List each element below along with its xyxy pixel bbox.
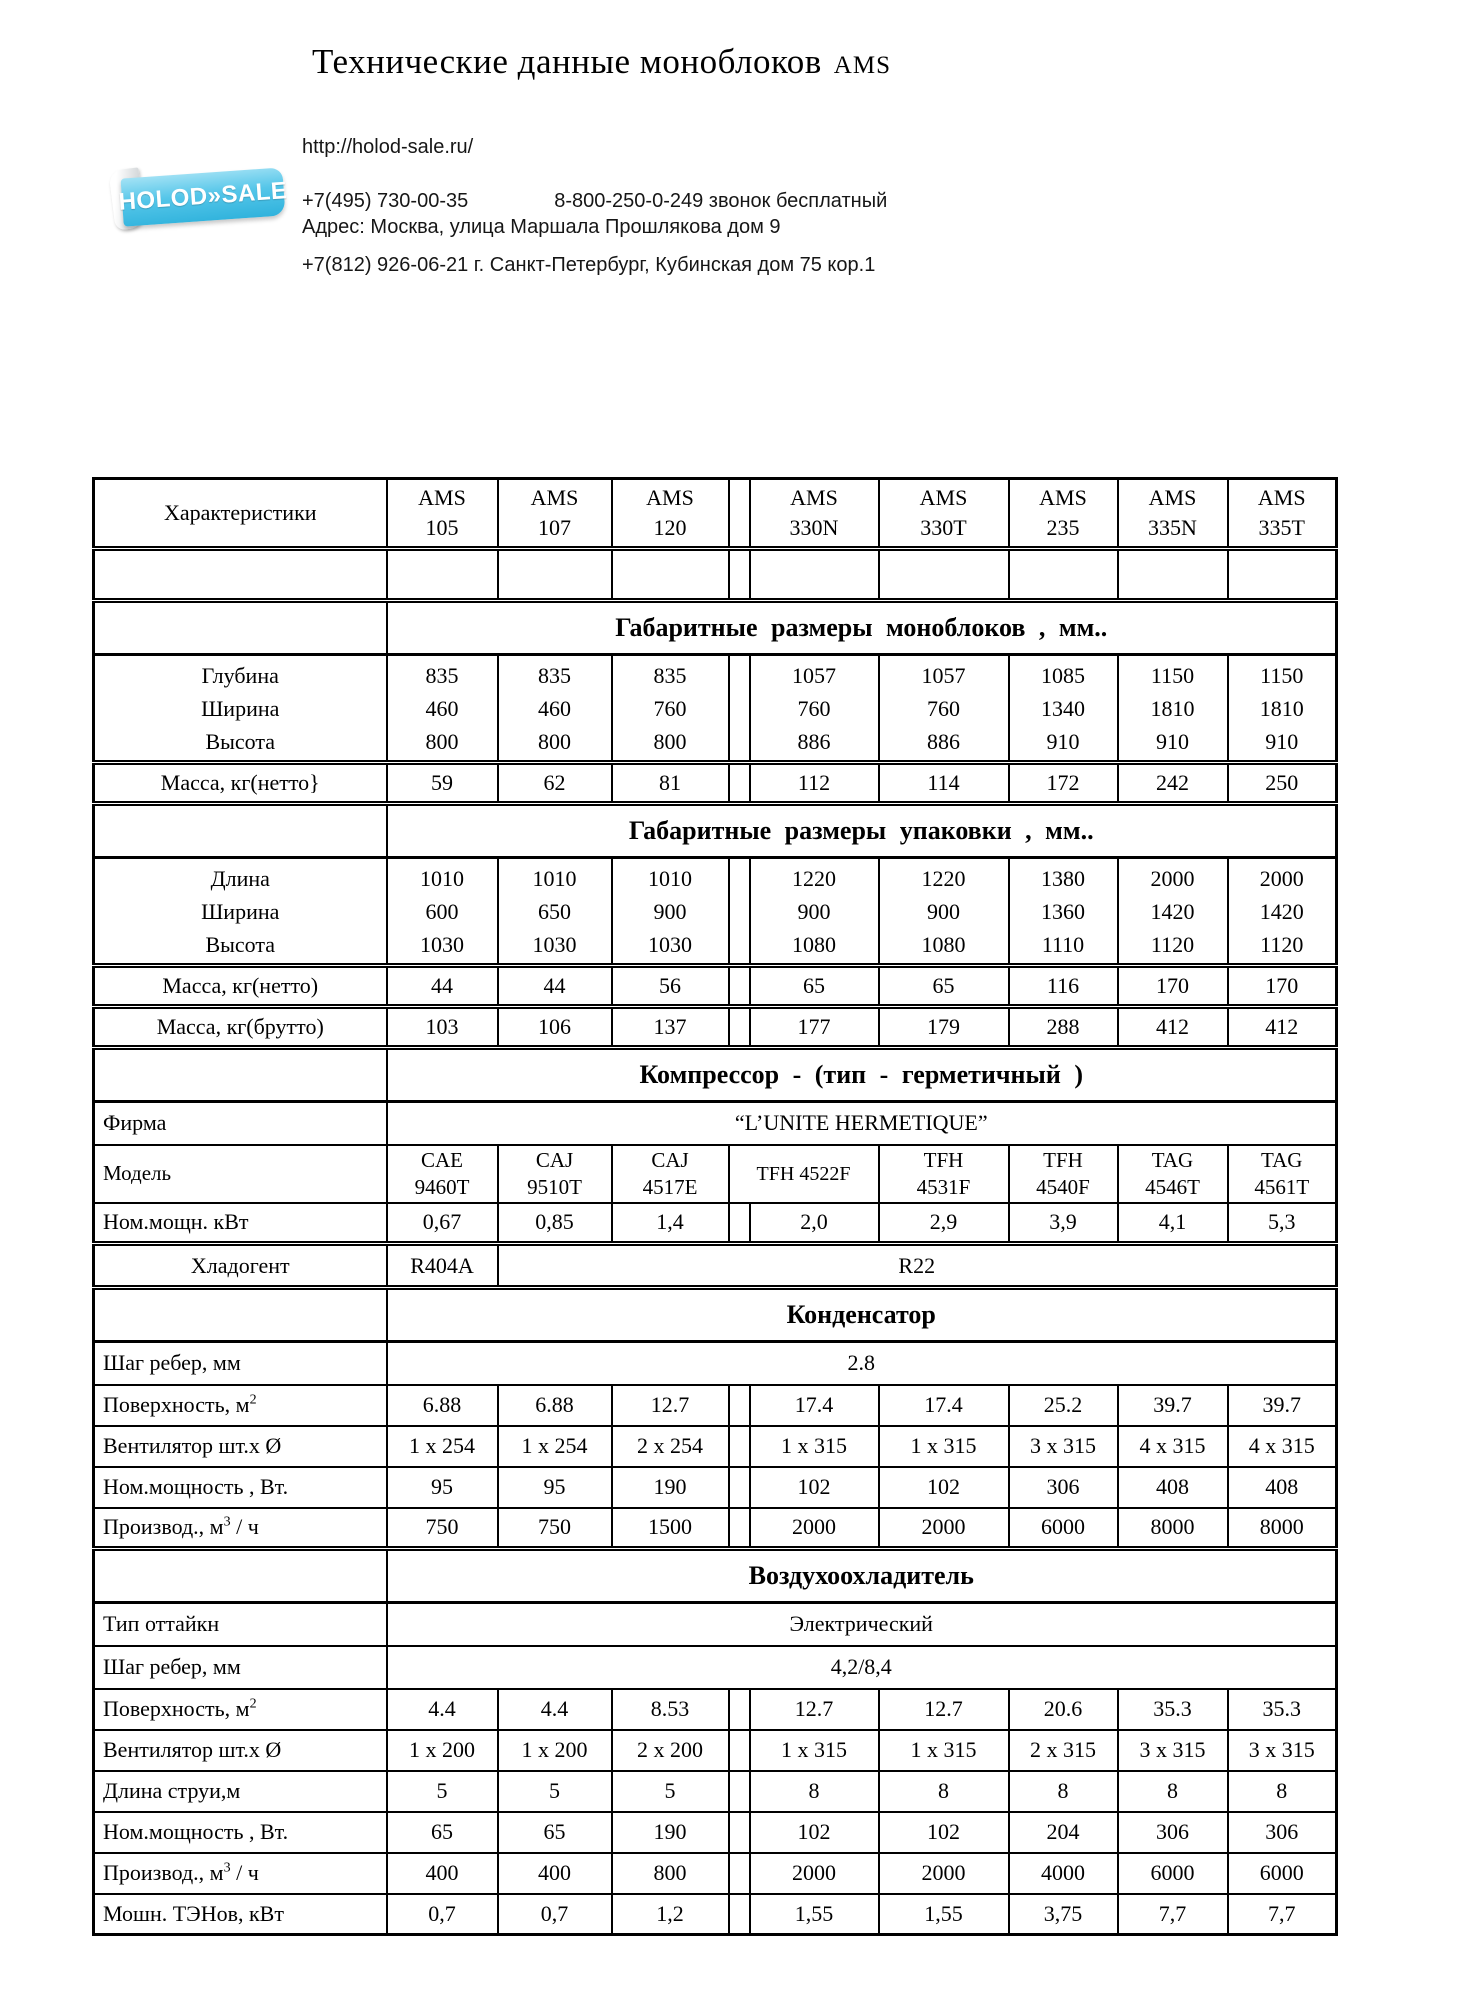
gap-column-cell [729, 1689, 750, 1730]
value-cell: 4.4 [498, 1689, 612, 1730]
value-cell: 1,4 [612, 1203, 729, 1244]
value-cell: 6000 [1009, 1508, 1118, 1549]
value-cell: 204 [1009, 1812, 1118, 1853]
gap-column-cell [729, 1426, 750, 1467]
column-header-ams-330n: AMS 330N [750, 479, 879, 549]
row-label-cell: Длина Ширина Высота [94, 858, 387, 966]
value-cell: 112 [750, 763, 879, 804]
value-cell: 177 [750, 1007, 879, 1048]
row-label-cell: Вентилятор шт.х Ø [94, 1730, 387, 1771]
row-label-cell [94, 601, 387, 655]
value-cell: 8 [750, 1771, 879, 1812]
value-cell: 400 [387, 1853, 498, 1894]
row-label-cell: Поверхность, $м^2$ [94, 1689, 387, 1730]
value-cell: 4 x 315 [1228, 1426, 1337, 1467]
value-cell: 3,75 [1009, 1894, 1118, 1935]
empty-cell [1228, 549, 1337, 601]
logo-ribbon [117, 167, 289, 226]
value-cell: 1 x 315 [750, 1730, 879, 1771]
value-cell: 0,7 [387, 1894, 498, 1935]
table-row-data [94, 1467, 1337, 1508]
value-cell: 2,0 [750, 1203, 879, 1244]
value-cell: 8000 [1118, 1508, 1228, 1549]
value-cell: R404A [387, 1244, 498, 1288]
value-cell: 62 [498, 763, 612, 804]
value-cell: 412 [1228, 1007, 1337, 1048]
value-cell: 8000 [1228, 1508, 1337, 1549]
table-row-section [94, 804, 1337, 858]
value-cell: 56 [612, 966, 729, 1007]
value-cell: 288 [1009, 1007, 1118, 1048]
value-cell: TFH 4531F [879, 1145, 1009, 1203]
value-cell: 306 [1228, 1812, 1337, 1853]
value-cell: 1 x 315 [750, 1426, 879, 1467]
section-header-cell: Воздухоохладитель [387, 1549, 1337, 1603]
value-cell: 408 [1228, 1467, 1337, 1508]
empty-cell [612, 549, 729, 601]
row-label-cell: Поверхность, $м^2$ [94, 1385, 387, 1426]
value-cell: 106 [498, 1007, 612, 1048]
row-label-cell: Масса, кг(нетто} [94, 763, 387, 804]
value-cell: 95 [387, 1467, 498, 1508]
value-cell: 408 [1118, 1467, 1228, 1508]
phone-moscow: +7(495) 730-00-35 [302, 190, 469, 212]
value-cell: 8 [1009, 1771, 1118, 1812]
table-row-triple [94, 858, 1337, 966]
value-cell: 6000 [1118, 1853, 1228, 1894]
page-title-suffix: AMS [833, 52, 891, 79]
value-cell: 81 [612, 763, 729, 804]
row-label-cell: Масса, кг(брутто) [94, 1007, 387, 1048]
value-cell: 5 [612, 1771, 729, 1812]
empty-cell [750, 549, 879, 601]
value-cell: 306 [1009, 1467, 1118, 1508]
table-row-header [94, 479, 1337, 549]
table-row-data [94, 1853, 1337, 1894]
value-cell: 102 [750, 1467, 879, 1508]
value-cell: 65 [387, 1812, 498, 1853]
phone-tollfree: 8-800-250-0-249 звонок бесплатный [554, 190, 888, 212]
gap-column-cell [729, 1007, 750, 1048]
row-label-cell [94, 549, 387, 601]
column-header-ams-335n: AMS 335N [1118, 479, 1228, 549]
column-header-ams-120: AMS 120 [612, 479, 729, 549]
value-cell: 35.3 [1228, 1689, 1337, 1730]
column-header-characteristics: Характеристики [94, 479, 387, 549]
value-cell: 12.7 [879, 1689, 1009, 1730]
value-cell: 8 [1118, 1771, 1228, 1812]
value-cell: 114 [879, 763, 1009, 804]
value-cell: 750 [387, 1508, 498, 1549]
table-row-data [94, 1730, 1337, 1771]
value-cell: 6000 [1228, 1853, 1337, 1894]
value-cell: 750 [498, 1508, 612, 1549]
column-header-ams-330t: AMS 330T [879, 479, 1009, 549]
value-cell: 25.2 [1009, 1385, 1118, 1426]
value-cell: 102 [750, 1812, 879, 1853]
value-cell: 172 [1009, 763, 1118, 804]
value-cell: 1,2 [612, 1894, 729, 1935]
gap-column-cell [729, 1771, 750, 1812]
row-label-cell [94, 1048, 387, 1102]
value-cell: 1380 1360 1110 [1009, 858, 1118, 966]
gap-column-cell [729, 966, 750, 1007]
value-cell: 8.53 [612, 1689, 729, 1730]
row-label-cell: Ном.мощность , Вт. [94, 1467, 387, 1508]
gap-column-cell [729, 1812, 750, 1853]
value-cell: 4,1 [1118, 1203, 1228, 1244]
value-cell: 1150 1810 910 [1228, 655, 1337, 763]
value-cell: 44 [387, 966, 498, 1007]
value-cell: 170 [1228, 966, 1337, 1007]
gap-column-cell [729, 1853, 750, 1894]
value-cell: 39.7 [1228, 1385, 1337, 1426]
span-value-cell: 2.8 [387, 1342, 1337, 1385]
phone-address-spb: +7(812) 926-06-21 г. Санкт-Петербург, Кубинская дом 75 кор.1 [302, 254, 876, 276]
row-label-cell: Ном.мощность , Вт. [94, 1812, 387, 1853]
value-cell: CAE 9460T [387, 1145, 498, 1203]
row-label-cell: Фирма [94, 1102, 387, 1145]
empty-cell [498, 549, 612, 601]
gap-column-cell [729, 1467, 750, 1508]
value-cell: 179 [879, 1007, 1009, 1048]
value-cell: 65 [750, 966, 879, 1007]
value-cell: TFH 4522F [729, 1145, 879, 1203]
empty-cell [387, 549, 498, 601]
value-cell: 1,55 [879, 1894, 1009, 1935]
value-cell: 5 [498, 1771, 612, 1812]
value-cell: 2000 [750, 1853, 879, 1894]
value-cell: 1 x 254 [498, 1426, 612, 1467]
value-cell: 1 x 315 [879, 1730, 1009, 1771]
table-row-data [94, 1689, 1337, 1730]
value-cell: 5 [387, 1771, 498, 1812]
value-cell: 2 x 315 [1009, 1730, 1118, 1771]
value-cell: 137 [612, 1007, 729, 1048]
holod-sale-logo [110, 163, 290, 238]
value-cell: 65 [498, 1812, 612, 1853]
value-cell: 2 x 254 [612, 1426, 729, 1467]
value-cell: 4 x 315 [1118, 1426, 1228, 1467]
value-cell: 0,67 [387, 1203, 498, 1244]
table-row-data [94, 1508, 1337, 1549]
value-cell: 65 [879, 966, 1009, 1007]
empty-cell [879, 549, 1009, 601]
page-title [312, 42, 891, 82]
value-cell: 39.7 [1118, 1385, 1228, 1426]
value-cell: 242 [1118, 763, 1228, 804]
section-header-cell: Габаритные размеры моноблоков , мм.. [387, 601, 1337, 655]
gap-column-cell [729, 1730, 750, 1771]
value-cell: 412 [1118, 1007, 1228, 1048]
value-cell: 17.4 [879, 1385, 1009, 1426]
value-cell: 7,7 [1118, 1894, 1228, 1935]
value-cell: 6.88 [387, 1385, 498, 1426]
table-row-data [94, 1812, 1337, 1853]
span-value-cell: 4,2/8,4 [387, 1646, 1337, 1689]
website-url: http://holod-sale.ru/ [302, 136, 474, 158]
address-moscow: Адрес: Москва, улица Маршала Прошлякова дом 9 [302, 216, 781, 238]
column-header-ams-335t: AMS 335T [1228, 479, 1337, 549]
value-cell: 8 [879, 1771, 1009, 1812]
value-cell: 35.3 [1118, 1689, 1228, 1730]
value-cell: 5,3 [1228, 1203, 1337, 1244]
value-cell: 2000 [879, 1853, 1009, 1894]
table-row-section [94, 1549, 1337, 1603]
value-cell: 1 x 315 [879, 1426, 1009, 1467]
spec-table [92, 477, 1338, 1936]
value-cell: 835 460 800 [387, 655, 498, 763]
table-row-data [94, 966, 1337, 1007]
value-cell: 250 [1228, 763, 1337, 804]
table-row-data [94, 1426, 1337, 1467]
value-cell: 306 [1118, 1812, 1228, 1853]
gap-column-cell [729, 1385, 750, 1426]
value-cell: 1010 900 1030 [612, 858, 729, 966]
row-label-cell: Ном.мощн. кВт [94, 1203, 387, 1244]
value-cell: 2000 [879, 1508, 1009, 1549]
table-row-span [94, 1102, 1337, 1145]
row-label-cell: Шаг ребер, мм [94, 1342, 387, 1385]
table-row-data [94, 763, 1337, 804]
span-value-cell: Электрический [387, 1603, 1337, 1646]
table-row-refrigerant [94, 1244, 1337, 1288]
value-cell: 4.4 [387, 1689, 498, 1730]
table-row-spacer [94, 549, 1337, 601]
table-row-data [94, 1385, 1337, 1426]
value-cell: 0,7 [498, 1894, 612, 1935]
value-cell: 1010 600 1030 [387, 858, 498, 966]
table-row-data [94, 1203, 1337, 1244]
value-cell: 59 [387, 763, 498, 804]
value-cell: 1 x 200 [387, 1730, 498, 1771]
value-cell: 102 [879, 1467, 1009, 1508]
value-cell: 835 760 800 [612, 655, 729, 763]
value-cell: 12.7 [750, 1689, 879, 1730]
value-cell: 1 x 254 [387, 1426, 498, 1467]
value-cell: 20.6 [1009, 1689, 1118, 1730]
gap-column-cell [729, 655, 750, 763]
table-row-span [94, 1603, 1337, 1646]
gap-column-cell [729, 858, 750, 966]
value-cell: 2000 [750, 1508, 879, 1549]
value-cell: 116 [1009, 966, 1118, 1007]
value-cell: 1220 900 1080 [750, 858, 879, 966]
value-cell: 800 [612, 1853, 729, 1894]
value-cell: 103 [387, 1007, 498, 1048]
value-cell: 190 [612, 1467, 729, 1508]
table-row-data [94, 1007, 1337, 1048]
value-cell: 102 [879, 1812, 1009, 1853]
column-header-ams-105: AMS 105 [387, 479, 498, 549]
value-cell: 2,9 [879, 1203, 1009, 1244]
value-cell: 44 [498, 966, 612, 1007]
row-label-cell [94, 1288, 387, 1342]
row-label-cell: Длина струи,м [94, 1771, 387, 1812]
empty-cell [1118, 549, 1228, 601]
value-cell: 1057 760 886 [750, 655, 879, 763]
value-cell: 3 x 315 [1118, 1730, 1228, 1771]
value-cell: 2000 1420 1120 [1118, 858, 1228, 966]
span-value-cell: R22 [498, 1244, 1337, 1288]
gap-column-cell [729, 1508, 750, 1549]
value-cell: 1010 650 1030 [498, 858, 612, 966]
value-cell: 835 460 800 [498, 655, 612, 763]
row-label-cell: Шаг ребер, мм [94, 1646, 387, 1689]
row-label-cell: Производ., $м^3$ / ч [94, 1853, 387, 1894]
section-header-cell: Компрессор - (тип - герметичный ) [387, 1048, 1337, 1102]
value-cell: TAG 4561T [1228, 1145, 1337, 1203]
value-cell: 1,55 [750, 1894, 879, 1935]
value-cell: 1220 900 1080 [879, 858, 1009, 966]
value-cell: 3 x 315 [1009, 1426, 1118, 1467]
section-header-cell: Габаритные размеры упаковки , мм.. [387, 804, 1337, 858]
row-label-cell: Производ., $м^3$ / ч [94, 1508, 387, 1549]
value-cell: 3 x 315 [1228, 1730, 1337, 1771]
value-cell: 400 [498, 1853, 612, 1894]
row-label-cell: Хладогент [94, 1244, 387, 1288]
row-label-cell [94, 1549, 387, 1603]
table-row-data [94, 1771, 1337, 1812]
value-cell: 6.88 [498, 1385, 612, 1426]
value-cell: 17.4 [750, 1385, 879, 1426]
value-cell: CAJ 4517E [612, 1145, 729, 1203]
row-label-cell: Тип оттайкн [94, 1603, 387, 1646]
row-label-cell: Вентилятор шт.х Ø [94, 1426, 387, 1467]
value-cell: 12.7 [612, 1385, 729, 1426]
value-cell: 2000 1420 1120 [1228, 858, 1337, 966]
logo-text: HOLOD»SALE [117, 177, 289, 216]
table-row-section [94, 1288, 1337, 1342]
empty-cell [1009, 549, 1118, 601]
value-cell: 1500 [612, 1508, 729, 1549]
section-header-cell: Конденсатор [387, 1288, 1337, 1342]
row-label-cell: Глубина Ширина Высота [94, 655, 387, 763]
value-cell: 95 [498, 1467, 612, 1508]
table-row-section [94, 1048, 1337, 1102]
gap-column-cell [729, 1894, 750, 1935]
value-cell: 3,9 [1009, 1203, 1118, 1244]
phone-line [302, 190, 887, 213]
table-row-triple [94, 655, 1337, 763]
value-cell: 190 [612, 1812, 729, 1853]
table-row-span [94, 1646, 1337, 1689]
value-cell: 1057 760 886 [879, 655, 1009, 763]
value-cell: 1085 1340 910 [1009, 655, 1118, 763]
value-cell: 2 x 200 [612, 1730, 729, 1771]
page-title-text: Технические данные моноблоков [312, 42, 822, 81]
column-header-ams-235: AMS 235 [1009, 479, 1118, 549]
gap-column-cell [729, 479, 750, 549]
table-row-model [94, 1145, 1337, 1203]
value-cell: 1 x 200 [498, 1730, 612, 1771]
value-cell: 7,7 [1228, 1894, 1337, 1935]
value-cell: 170 [1118, 966, 1228, 1007]
span-value-cell: “L’UNITE HERMETIQUE” [387, 1102, 1337, 1145]
gap-column-cell [729, 549, 750, 601]
value-cell: 8 [1228, 1771, 1337, 1812]
row-label-cell [94, 804, 387, 858]
value-cell: 1150 1810 910 [1118, 655, 1228, 763]
value-cell: TAG 4546T [1118, 1145, 1228, 1203]
gap-column-cell [729, 763, 750, 804]
row-label-cell: Мошн. ТЭНов, кВт [94, 1894, 387, 1935]
value-cell: 0,85 [498, 1203, 612, 1244]
table-row-section [94, 601, 1337, 655]
row-label-cell: Модель [94, 1145, 387, 1203]
value-cell: CAJ 9510T [498, 1145, 612, 1203]
column-header-ams-107: AMS 107 [498, 479, 612, 549]
gap-column-cell [729, 1203, 750, 1244]
value-cell: 4000 [1009, 1853, 1118, 1894]
table-row-data [94, 1894, 1337, 1935]
row-label-cell: Масса, кг(нетто) [94, 966, 387, 1007]
table-row-span [94, 1342, 1337, 1385]
value-cell: TFH 4540F [1009, 1145, 1118, 1203]
